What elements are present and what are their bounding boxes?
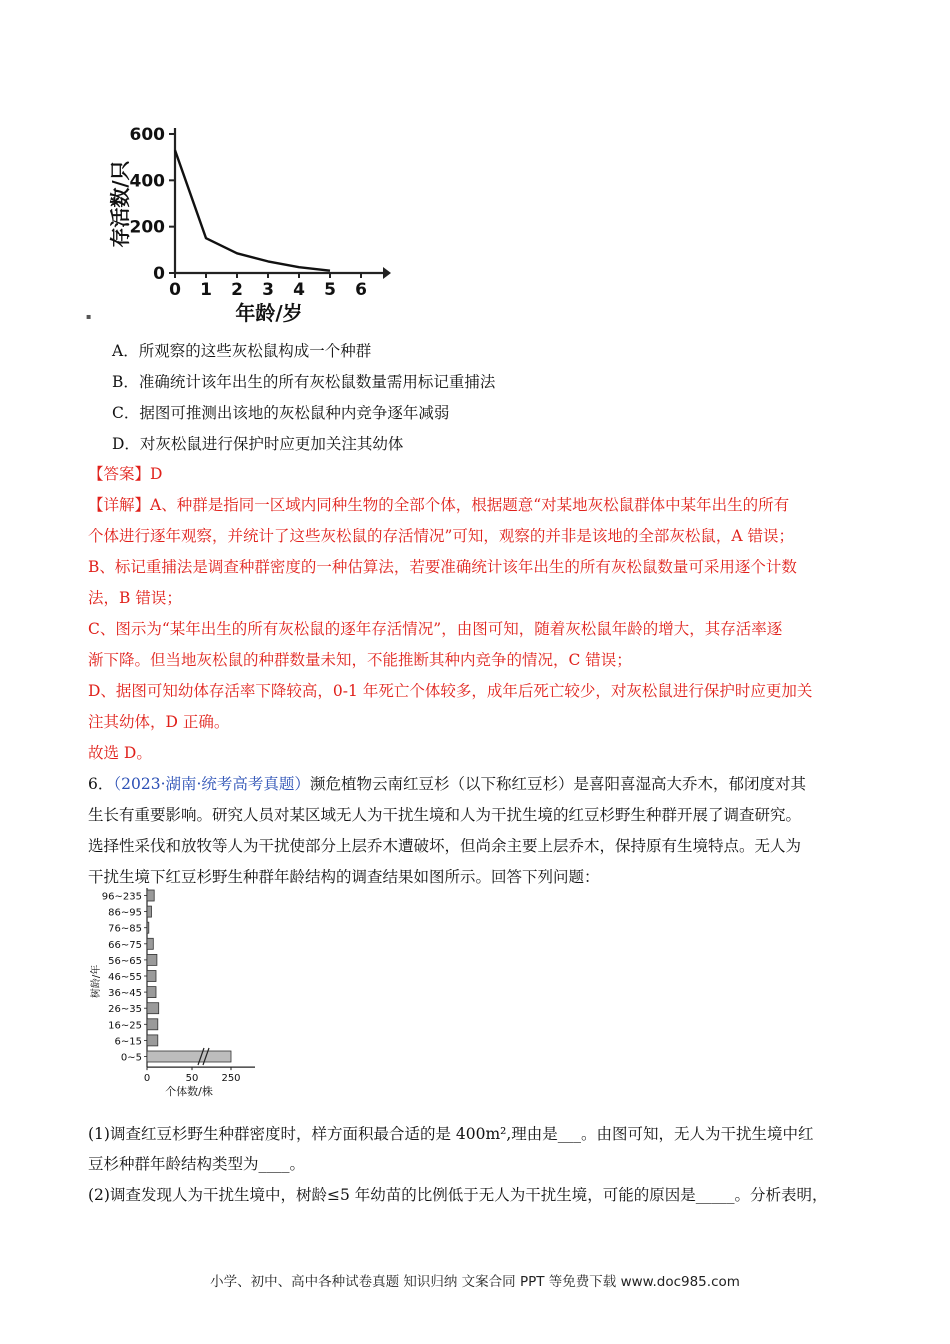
bar: [147, 922, 149, 933]
question-number: 6．: [88, 775, 114, 793]
y-tick-label: 66~75: [108, 939, 142, 951]
option-b: B．准确统计该年出生的所有灰松鼠数量需用标记重捕法: [112, 373, 496, 391]
bar: [147, 1035, 158, 1046]
answer: 【答案】D: [88, 465, 163, 483]
stray-mark: ▪: [86, 312, 92, 321]
question-text: 干扰生境下红豆杉野生种群年龄结构的调查结果如图所示。回答下列问题：: [88, 868, 600, 886]
y-tick-label: 16~25: [108, 1020, 142, 1032]
x-axis-label: 个体数/株: [165, 1085, 213, 1099]
page-footer: 小学、初中、高中各种试卷真题 知识归纳 文案合同 PPT 等免费下载 www.doc985.com: [210, 1274, 740, 1290]
subquestion-1: 豆杉种群年龄结构类型为____。: [88, 1155, 306, 1173]
explanation-line: 故选 D。: [88, 744, 152, 762]
x-tick-label: 250: [221, 1073, 241, 1085]
y-tick-label: 200: [129, 217, 165, 238]
bar: [147, 1019, 158, 1030]
x-tick-label: 4: [293, 280, 305, 300]
question-6-header: [88, 772, 806, 794]
bar: [147, 906, 152, 917]
bar: [147, 890, 154, 901]
bar: [147, 971, 156, 982]
option-a: A．所观察的这些灰松鼠构成一个种群: [112, 342, 372, 360]
question-text: 生长有重要影响。研究人员对某区域无人为干扰生境和人为干扰生境的红豆杉野生种群开展了调查研究。: [88, 806, 802, 824]
explanation-line: D、据图可知幼体存活率下降较高，0-1 年死亡个体较多，成年后死亡较少，对灰松鼠进行保护时应更加关: [88, 682, 813, 700]
explanation-line: 【详解】A、种群是指同一区域内同种生物的全部个体，根据题意“对某地灰松鼠群体中某年出生的所有: [88, 496, 790, 514]
subquestion-1: (1)调查红豆杉野生种群密度时，样方面积最合适的是 400m²,理由是___。由图可知，无人为干扰生境中红: [88, 1125, 814, 1143]
bar: [147, 987, 156, 998]
y-tick-label: 46~55: [108, 972, 142, 983]
x-axis-label: 年龄/岁: [235, 301, 303, 325]
x-tick-label: 2: [231, 280, 243, 300]
bar: [147, 1051, 231, 1062]
bar: [147, 938, 153, 949]
question-source: （2023·湖南·统考高考真题）: [113, 775, 310, 793]
x-tick-label: 5: [324, 280, 336, 300]
y-tick-label: 6~15: [114, 1036, 142, 1048]
y-tick-label: 96~235: [101, 891, 142, 903]
age-structure-chart: [85, 880, 255, 1110]
explanation-line: 注其幼体，D 正确。: [88, 713, 230, 731]
survival-curve: [175, 150, 330, 271]
x-tick-label: 50: [185, 1073, 199, 1085]
option-c: C．据图可推测出该地的灰松鼠种内竞争逐年减弱: [112, 404, 450, 422]
x-tick-label: 6: [355, 280, 367, 300]
y-tick-label: 0: [153, 264, 165, 284]
y-tick-label: 76~85: [108, 923, 142, 935]
y-tick-label: 86~95: [108, 907, 142, 919]
y-tick-label: 26~35: [108, 1004, 142, 1016]
y-axis-label: 树龄/年: [91, 964, 102, 999]
y-tick-label: 56~65: [108, 955, 142, 967]
bar: [147, 954, 157, 965]
x-tick-label: 0: [143, 1073, 151, 1085]
bar: [147, 1003, 159, 1014]
explanation-line: 个体进行逐年观察，并统计了这些灰松鼠的存活情况”可知，观察的并非是该地的全部灰松鼠，A 错误；: [88, 527, 795, 545]
survival-chart: [85, 118, 395, 328]
x-tick-label: 3: [262, 280, 274, 300]
explanation-line: C、图示为“某年出生的所有灰松鼠的逐年存活情况”，由图可知，随着灰松鼠年龄的增大，其存活率逐: [88, 620, 783, 638]
y-tick-label: 400: [129, 171, 165, 192]
x-tick-label: 1: [200, 280, 212, 300]
y-tick-label: 36~45: [108, 988, 142, 1000]
explanation-line: 法，B 错误；: [88, 589, 182, 607]
option-d: D．对灰松鼠进行保护时应更加关注其幼体: [112, 435, 404, 453]
y-tick-label: 600: [129, 124, 165, 145]
subquestion-2: (2)调查发现人为干扰生境中，树龄≤5 年幼苗的比例低于无人为干扰生境，可能的原因是_____。分析表明，: [88, 1186, 828, 1204]
explanation-line: B、标记重捕法是调查种群密度的一种估算法，若要准确统计该年出生的所有灰松鼠数量可采用逐个计数: [88, 558, 797, 576]
question-text: 濒危植物云南红豆杉（以下称红豆杉）是喜阳喜湿高大乔木，郁闭度对其: [309, 775, 806, 793]
x-axis-arrow: [383, 267, 391, 279]
explanation-line: 渐下降。但当地灰松鼠的种群数量未知，不能推断其种内竞争的情况，C 错误；: [88, 651, 632, 669]
y-tick-label: 0~5: [120, 1052, 142, 1064]
question-text: 选择性采伐和放牧等人为干扰使部分上层乔木遭破坏，但尚余主要上层乔木，保持原有生境特点。无人为: [88, 837, 802, 855]
y-axis-label: 存活数/只: [108, 160, 132, 248]
x-tick-label: 0: [169, 280, 181, 300]
